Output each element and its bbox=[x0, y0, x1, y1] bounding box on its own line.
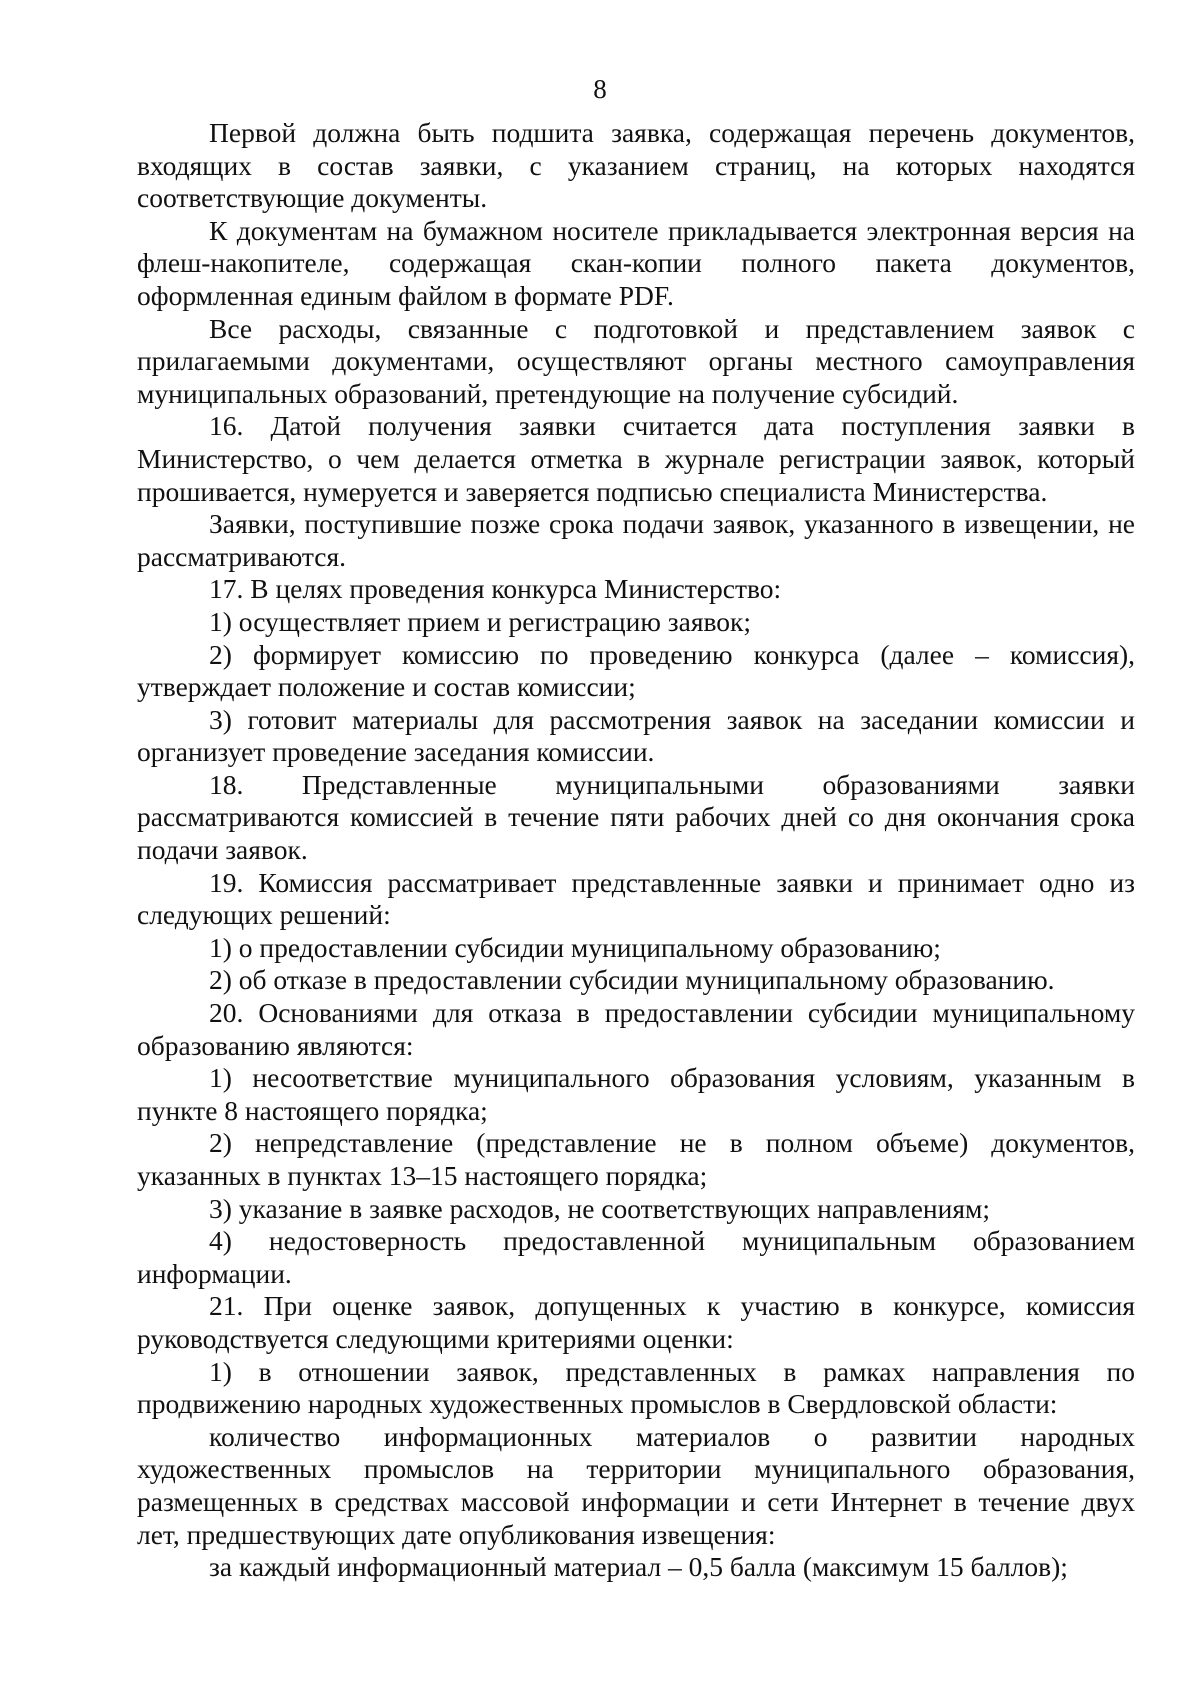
paragraph-19-item-1: 1) о предоставлении субсидии муниципальному образованию; bbox=[209, 931, 941, 963]
paragraph-19: 19. Комиссия рассматривает представленные заявки и принимает одно из следующих решений: bbox=[137, 866, 1135, 931]
paragraph-17: 17. В целях проведения конкурса Министерство: bbox=[209, 573, 782, 605]
paragraph-expenses: Все расходы, связанные с подготовкой и представлением заявок с прилагаемыми документами, осуществляют органы местного самоуправления муниципальных образований, претендующие на получение субсидий. bbox=[137, 312, 1135, 409]
paragraph-20-item-4: 4) недостоверность предоставленной муниципальным образованием информации. bbox=[137, 1225, 1135, 1289]
paragraph-criterion-materials: количество информационных материалов о развитии народных художественных промыслов на территории муниципального образования, размещенных в средствах массовой информации и сети Интернет в течение двух лет, предшествующих дате опубликования извещения: bbox=[137, 1420, 1135, 1550]
paragraph-20-item-2: 2) непредставление (представление не в полном объеме) документов, указанных в пунктах 13–15 настоящего порядка; bbox=[137, 1127, 1135, 1191]
paragraph-20-item-1: 1) несоответствие муниципального образования условиям, указанным в пункте 8 настоящего порядка; bbox=[137, 1062, 1135, 1126]
page-number: 8 bbox=[593, 74, 607, 104]
paragraph-17-item-1: 1) осуществляет прием и регистрацию заявок; bbox=[209, 605, 752, 637]
paragraph-20: 20. Основаниями для отказа в предоставлении субсидии муниципальному образованию являются: bbox=[137, 997, 1135, 1061]
paragraph-late-applications: Заявки, поступившие позже срока подачи заявок, указанного в извещении, не рассматриваются. bbox=[137, 508, 1135, 572]
paragraph-19-item-2: 2) об отказе в предоставлении субсидии муниципальному образованию. bbox=[209, 964, 1055, 996]
paragraph-21: 21. При оценке заявок, допущенных к участию в конкурсе, комиссия руководствуется следующими критериями оценки: bbox=[137, 1290, 1135, 1354]
document-body bbox=[137, 117, 1135, 1584]
paragraph-21-item-1: 1) в отношении заявок, представленных в рамках направления по продвижению народных художественных промыслов в Свердловской области: bbox=[137, 1355, 1135, 1420]
paragraph-17-item-3: 3) готовит материалы для рассмотрения заявок на заседании комиссии и организует проведение заседания комиссии. bbox=[137, 703, 1135, 768]
paragraph-17-item-2: 2) формирует комиссию по проведению конкурса (далее – комиссия), утверждает положение и состав комиссии; bbox=[137, 638, 1135, 703]
paragraph-18: 18. Представленные муниципальными образованиями заявки рассматриваются комиссией в течение пяти рабочих дней со дня окончания срока подачи заявок. bbox=[137, 768, 1135, 866]
paragraph-electronic-version: К документам на бумажном носителе прикладывается электронная версия на флеш-накопителе, содержащая скан-копии полного пакета документов, оформленная единым файлом в формате PDF. bbox=[137, 214, 1135, 311]
paragraph-criterion-score: за каждый информационный материал – 0,5 балла (максимум 15 баллов); bbox=[209, 1551, 1068, 1583]
paragraph-20-item-3: 3) указание в заявке расходов, не соответствующих направлениям; bbox=[209, 1192, 991, 1224]
paragraph-submission-order: Первой должна быть подшита заявка, содержащая перечень документов, входящих в состав заявки, с указанием страниц, на которых находятся соответствующие документы. bbox=[137, 117, 1135, 214]
paragraph-16: 16. Датой получения заявки считается дата поступления заявки в Министерство, о чем делается отметка в журнале регистрации заявок, который прошивается, нумеруется и заверяется подписью специалиста Министерства. bbox=[137, 410, 1135, 507]
